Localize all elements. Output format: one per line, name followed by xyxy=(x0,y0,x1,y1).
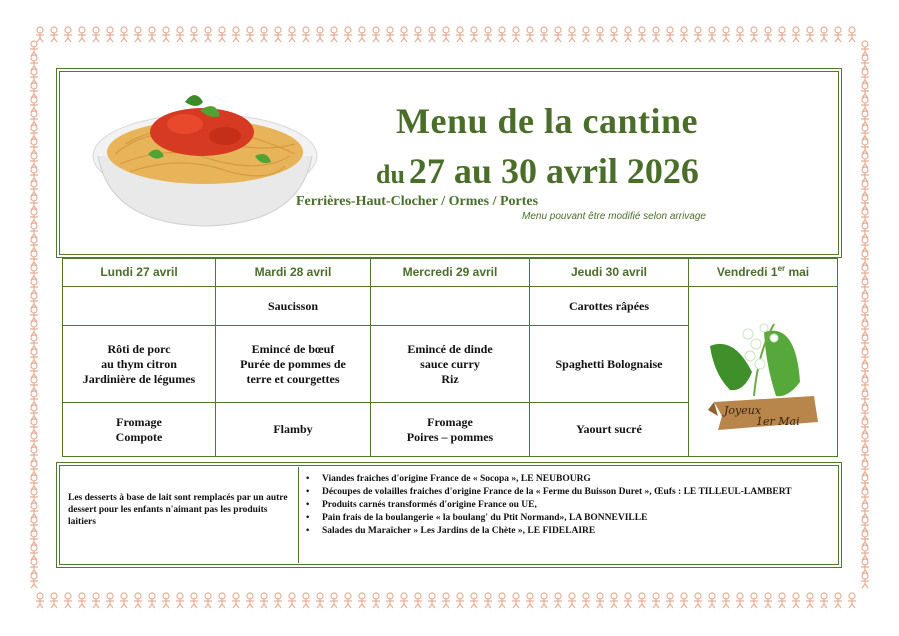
decor-figure xyxy=(64,593,72,608)
decor-figure xyxy=(680,593,688,608)
decor-figure xyxy=(30,307,38,322)
decor-figure xyxy=(652,593,660,608)
decor-figure xyxy=(414,593,422,608)
dish-line: terre et courgettes xyxy=(246,371,340,386)
decor-figure xyxy=(30,377,38,392)
decor-figure xyxy=(708,593,716,608)
decor-figure xyxy=(470,593,478,608)
date-prefix: du xyxy=(376,160,405,189)
decor-figure xyxy=(302,593,310,608)
dish-line: Fromage xyxy=(427,414,473,429)
decor-figure xyxy=(861,293,869,308)
decor-figure xyxy=(736,27,744,42)
decor-figure xyxy=(30,237,38,252)
decor-figure xyxy=(848,593,856,608)
decor-figure xyxy=(526,593,534,608)
decor-figure xyxy=(162,593,170,608)
menu-note: Menu pouvant être modifié selon arrivage xyxy=(522,211,706,222)
decor-figure xyxy=(498,27,506,42)
decor-figure xyxy=(861,55,869,70)
decor-figure xyxy=(861,97,869,112)
decor-figure xyxy=(30,503,38,518)
decor-figure xyxy=(610,27,618,42)
decor-figure xyxy=(792,27,800,42)
cell-wed-starter xyxy=(371,287,530,326)
decor-figure xyxy=(302,27,310,42)
decor-figure xyxy=(861,475,869,490)
decor-figure xyxy=(820,593,828,608)
decor-figure xyxy=(861,153,869,168)
decor-figure xyxy=(778,27,786,42)
decor-figure xyxy=(861,447,869,462)
decor-figure xyxy=(861,433,869,448)
decor-figure xyxy=(428,593,436,608)
decor-figure xyxy=(428,27,436,42)
cell-tue-starter: Saucisson xyxy=(216,287,371,326)
dish-line: Fromage xyxy=(116,414,162,429)
decor-figure xyxy=(288,27,296,42)
decor-figure xyxy=(50,593,58,608)
day-friday xyxy=(689,259,838,287)
date-range-value: 27 au 30 avril 2026 xyxy=(408,151,699,191)
decor-figure xyxy=(750,593,758,608)
decor-figure xyxy=(806,593,814,608)
decor-figure xyxy=(792,593,800,608)
decor-figure xyxy=(30,419,38,434)
decor-figure xyxy=(708,27,716,42)
decor-figure xyxy=(861,195,869,210)
cell-thu-starter: Carottes râpées xyxy=(530,287,689,326)
decor-figure xyxy=(78,27,86,42)
day-friday-sup: er xyxy=(777,264,786,273)
cell-tue-dessert xyxy=(216,403,371,457)
decor-figure xyxy=(861,237,869,252)
decor-figure xyxy=(861,181,869,196)
decor-figure xyxy=(456,27,464,42)
decor-figure xyxy=(30,517,38,532)
decor-figure xyxy=(30,531,38,546)
decor-figure xyxy=(400,27,408,42)
decor-figure xyxy=(861,307,869,322)
decor-figure xyxy=(148,27,156,42)
decor-figure xyxy=(204,27,212,42)
decor-figure xyxy=(288,593,296,608)
decor-figure xyxy=(30,349,38,364)
decor-figure xyxy=(260,27,268,42)
decor-figure xyxy=(30,559,38,574)
decor-figure xyxy=(456,593,464,608)
decor-figure xyxy=(30,83,38,98)
day-thursday: Jeudi 30 avril xyxy=(530,259,689,287)
decor-figure xyxy=(232,593,240,608)
decor-figure xyxy=(484,593,492,608)
decor-figure xyxy=(134,593,142,608)
decor-figure xyxy=(861,69,869,84)
decor-figure xyxy=(861,41,869,56)
decor-figure xyxy=(36,593,44,608)
dish-line: Emincé de bœuf xyxy=(251,341,335,356)
decor-figure xyxy=(30,461,38,476)
decor-figure xyxy=(344,27,352,42)
decor-figure xyxy=(30,447,38,462)
spaghetti-plate-icon xyxy=(90,84,320,234)
decor-figure xyxy=(204,593,212,608)
decor-figure xyxy=(861,559,869,574)
decor-figure xyxy=(861,419,869,434)
list-item: • Viandes fraiches d'origine France de « Socopa », LE NEUBOURG xyxy=(302,473,832,485)
decor-figure xyxy=(30,195,38,210)
decor-figure xyxy=(861,405,869,420)
decor-figure xyxy=(372,27,380,42)
supplier-list xyxy=(302,473,832,538)
decor-figure xyxy=(176,27,184,42)
decor-figure xyxy=(861,111,869,126)
cell-thu-main xyxy=(530,326,689,403)
decor-figure xyxy=(652,27,660,42)
dish-line: Spaghetti Bolognaise xyxy=(555,356,663,371)
decor-figure xyxy=(162,27,170,42)
page-title: Menu de la cantine xyxy=(396,101,698,141)
decor-figure xyxy=(30,55,38,70)
decor-figure xyxy=(50,27,58,42)
dish-line: Purée de pommes de xyxy=(240,356,346,371)
decor-figure xyxy=(694,27,702,42)
decor-figure xyxy=(106,593,114,608)
decor-figure xyxy=(861,83,869,98)
decor-figure xyxy=(190,593,198,608)
decor-figure xyxy=(30,97,38,112)
decor-figure xyxy=(120,593,128,608)
decor-figure xyxy=(736,593,744,608)
decor-figure xyxy=(484,27,492,42)
date-range xyxy=(376,150,699,192)
decor-figure xyxy=(30,69,38,84)
decor-figure xyxy=(30,545,38,560)
decor-figure xyxy=(92,593,100,608)
decor-figure xyxy=(30,475,38,490)
decor-figure xyxy=(274,27,282,42)
decor-figure xyxy=(260,593,268,608)
decor-figure xyxy=(64,27,72,42)
decor-figure xyxy=(666,27,674,42)
list-item: • Pain frais de la boulangerie « la boulang' du Ptit Normand», LA BONNEVILLE xyxy=(302,512,832,524)
decor-figure xyxy=(30,405,38,420)
decor-figure xyxy=(861,167,869,182)
list-item: • Produits carnés transformés d'origine France ou UE, xyxy=(302,499,832,511)
decor-figure xyxy=(30,209,38,224)
decor-figure xyxy=(358,27,366,42)
decor-figure xyxy=(330,27,338,42)
decor-figure xyxy=(861,139,869,154)
decor-figure xyxy=(861,125,869,140)
decor-figure xyxy=(30,125,38,140)
cell-wed-dessert xyxy=(371,403,530,457)
decor-figure xyxy=(750,27,758,42)
decor-figure xyxy=(596,593,604,608)
decor-figure xyxy=(358,593,366,608)
decor-figure xyxy=(638,593,646,608)
decor-figure xyxy=(372,593,380,608)
decor-figure xyxy=(512,593,520,608)
decor-figure xyxy=(400,593,408,608)
decor-figure xyxy=(861,265,869,280)
decor-figure xyxy=(232,27,240,42)
decor-figure xyxy=(218,27,226,42)
dish-line: Flamby xyxy=(273,422,313,436)
decor-figure xyxy=(330,593,338,608)
decor-figure xyxy=(36,27,44,42)
banner-text-1: Joyeux xyxy=(724,404,762,417)
lily-of-the-valley-icon xyxy=(704,312,824,436)
dish-line: Compote xyxy=(115,429,163,444)
decor-figure xyxy=(582,593,590,608)
decor-figure xyxy=(246,27,254,42)
decor-figure xyxy=(30,139,38,154)
footer-divider xyxy=(298,467,299,563)
dish-line: Jardinière de légumes xyxy=(82,371,196,386)
decor-figure xyxy=(861,461,869,476)
decor-figure xyxy=(861,363,869,378)
decor-figure xyxy=(861,349,869,364)
decor-figure xyxy=(861,545,869,560)
decor-figure xyxy=(78,593,86,608)
decor-figure xyxy=(30,251,38,266)
dish-line: Riz xyxy=(441,371,459,386)
decor-figure xyxy=(861,377,869,392)
decor-figure xyxy=(722,593,730,608)
decor-figure xyxy=(498,593,506,608)
decor-figure xyxy=(861,279,869,294)
banner-text-2: 1er Mai xyxy=(756,415,800,428)
decor-figure xyxy=(806,27,814,42)
decor-figure xyxy=(666,593,674,608)
decor-figure xyxy=(106,27,114,42)
decor-figure xyxy=(30,573,38,588)
decor-figure xyxy=(624,27,632,42)
decor-figure xyxy=(148,593,156,608)
cell-wed-main xyxy=(371,326,530,403)
decor-figure xyxy=(30,265,38,280)
decor-figure xyxy=(30,181,38,196)
decor-figure xyxy=(30,363,38,378)
decor-figure xyxy=(694,593,702,608)
decor-figure xyxy=(274,593,282,608)
decor-figure xyxy=(512,27,520,42)
decor-figure xyxy=(861,209,869,224)
cell-thu-dessert xyxy=(530,403,689,457)
dish-line: Rôti de porc xyxy=(107,341,171,356)
decor-figure xyxy=(30,111,38,126)
decor-figure xyxy=(861,531,869,546)
decor-figure xyxy=(246,593,254,608)
decor-figure xyxy=(861,335,869,350)
decor-figure xyxy=(834,593,842,608)
decor-figure xyxy=(442,593,450,608)
decor-figure xyxy=(316,27,324,42)
decor-figure xyxy=(778,593,786,608)
decor-figure xyxy=(638,27,646,42)
cell-tue-main xyxy=(216,326,371,403)
decor-figure xyxy=(554,593,562,608)
decor-figure xyxy=(596,27,604,42)
decor-figure xyxy=(30,391,38,406)
decor-figure xyxy=(861,489,869,504)
decor-figure xyxy=(218,593,226,608)
dish-line: sauce curry xyxy=(420,356,480,371)
day-monday: Lundi 27 avril xyxy=(63,259,216,287)
cell-mon-dessert xyxy=(63,403,216,457)
decor-figure xyxy=(834,27,842,42)
decor-figure xyxy=(30,321,38,336)
cell-mon-starter xyxy=(63,287,216,326)
decor-figure xyxy=(861,503,869,518)
decor-figure xyxy=(386,27,394,42)
table-header-row xyxy=(63,259,838,287)
decor-figure xyxy=(861,321,869,336)
decor-figure xyxy=(820,27,828,42)
decor-figure xyxy=(610,593,618,608)
decor-figure xyxy=(624,593,632,608)
decor-figure xyxy=(176,593,184,608)
dish-line: Yaourt sucré xyxy=(576,422,642,436)
decor-figure xyxy=(30,167,38,182)
decor-figure xyxy=(861,391,869,406)
decor-figure xyxy=(861,573,869,588)
decor-figure xyxy=(344,593,352,608)
dish-line: Poires – pommes xyxy=(406,429,494,444)
decor-figure xyxy=(582,27,590,42)
decor-figure xyxy=(861,251,869,266)
decor-figure xyxy=(30,41,38,56)
decor-figure xyxy=(30,223,38,238)
decor-figure xyxy=(442,27,450,42)
decor-figure xyxy=(30,279,38,294)
list-item: • Salades du Maraîcher » Les Jardins de la Chète », LE FIDELAIRE xyxy=(302,525,832,537)
decor-figure xyxy=(120,27,128,42)
day-friday-month: mai xyxy=(785,265,810,279)
list-item: • Découpes de volailles fraiches d'origine France de la « Ferme du Buisson Duret », Œufs : LE TILLEUL-LAMBERT xyxy=(302,486,832,498)
decor-figure xyxy=(92,27,100,42)
villages: Ferrières-Haut-Clocher / Ormes / Portes xyxy=(296,194,539,209)
decor-figure xyxy=(30,293,38,308)
decor-figure xyxy=(540,593,548,608)
decor-figure xyxy=(30,433,38,448)
decor-figure xyxy=(316,593,324,608)
decor-figure xyxy=(861,223,869,238)
decor-figure xyxy=(190,27,198,42)
decor-figure xyxy=(386,593,394,608)
dessert-note: Les desserts à base de lait sont remplacés par un autre dessert pour les enfants n'aimant pas les produits laitiers xyxy=(68,493,288,527)
decor-figure xyxy=(861,517,869,532)
decor-figure xyxy=(764,593,772,608)
decor-figure xyxy=(764,27,772,42)
day-wednesday: Mercredi 29 avril xyxy=(371,259,530,287)
decor-figure xyxy=(540,27,548,42)
decor-figure xyxy=(568,593,576,608)
decor-figure xyxy=(30,489,38,504)
cell-mon-main xyxy=(63,326,216,403)
decor-figure xyxy=(30,153,38,168)
dish-line: Emincé de dinde xyxy=(407,341,493,356)
day-friday-label: Vendredi 1 xyxy=(716,265,778,279)
decor-figure xyxy=(134,27,142,42)
decor-figure xyxy=(526,27,534,42)
day-tuesday: Mardi 28 avril xyxy=(216,259,371,287)
dish-line: au thym citron xyxy=(101,356,177,371)
decor-figure xyxy=(470,27,478,42)
decor-figure xyxy=(848,27,856,42)
decor-figure xyxy=(722,27,730,42)
decor-figure xyxy=(568,27,576,42)
decor-figure xyxy=(680,27,688,42)
decor-figure xyxy=(30,335,38,350)
decor-figure xyxy=(414,27,422,42)
decor-figure xyxy=(554,27,562,42)
